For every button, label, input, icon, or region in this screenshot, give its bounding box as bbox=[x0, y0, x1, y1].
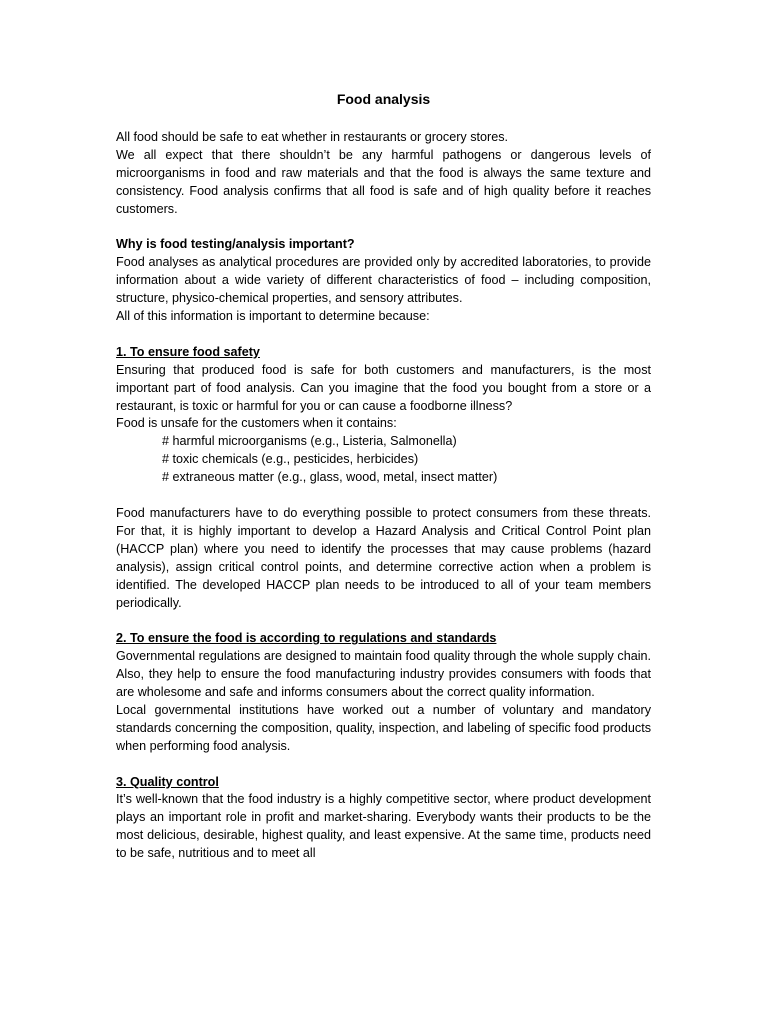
document-page bbox=[116, 0, 651, 1024]
document-body bbox=[116, 129, 651, 863]
paragraph-gap bbox=[116, 326, 651, 344]
paragraph-gap bbox=[116, 487, 651, 505]
section-1-paragraph: Ensuring that produced food is safe for both customers and manufacturers, is the most important part of food analysis. Can you imagine that the food you bought from a store or a restaurant, is toxic or harmful for you or can cause a foodborne illness? bbox=[116, 362, 651, 413]
section-1-closing-paragraph: Food manufacturers have to do everything possible to protect consumers from these threats. For that, it is highly important to develop a Hazard Analysis and Critical Control Point plan (HACCP plan) where you need to identify the processes that may cause problems (hazard analysis), assign critical control points, and determine corrective action when a problem is identified. The developed HACCP plan needs to be introduced to all of your team members periodically. bbox=[116, 505, 651, 610]
intro-paragraph: All food should be safe to eat whether in restaurants or grocery stores. bbox=[116, 130, 509, 144]
paragraph-gap bbox=[116, 219, 651, 237]
paragraph-gap bbox=[116, 612, 651, 630]
paragraph-gap bbox=[116, 756, 651, 774]
why-paragraph: All of this information is important to determine because: bbox=[116, 309, 430, 324]
document-title: Food analysis bbox=[336, 91, 431, 107]
intro-paragraph: We all expect that there shouldn’t be any harmful pathogens or dangerous levels of microorganisms in food and raw materials and that the food is always the same texture and consistency. Food analysis confirms that all food is safe and of high quality before it reaches customers. bbox=[116, 147, 651, 216]
hazard-bullet: # extraneous matter (e.g., glass, wood, metal, insect matter) bbox=[162, 470, 498, 485]
section-1-heading: 1. To ensure food safety bbox=[116, 344, 260, 359]
section-2-paragraph: Local governmental institutions have worked out a number of voluntary and mandatory standards concerning the composition, quality, inspection, and labeling of specific food products when performing food analysis. bbox=[116, 702, 651, 753]
why-heading: Why is food testing/analysis important? bbox=[116, 237, 355, 252]
section-2-heading: 2. To ensure the food is according to regulations and standards bbox=[116, 631, 497, 646]
hazard-bullet: # harmful microorganisms (e.g., Listeria, Salmonella) bbox=[162, 434, 457, 449]
section-2-paragraph: Governmental regulations are designed to maintain food quality through the whole supply chain. Also, they help to ensure the food manufacturing industry provides consumers with foods that are wholesome and safe and informs consumers about the correct quality information. bbox=[116, 649, 651, 700]
section-3-heading: 3. Quality control bbox=[116, 774, 219, 789]
why-paragraph: Food analyses as analytical procedures are provided only by accredited laboratories, to provide information about a wide variety of different characteristics of food – including composition, structure, physico-chemical properties, and sensory attributes. bbox=[116, 255, 651, 306]
section-3-paragraph: It’s well-known that the food industry is a highly competitive sector, where product development plays an important role in profit and market-sharing. Everybody wants their products to be the most delicious, desirable, highest quality, and least expensive. At the same time, products need to be safe, nutritious and to meet all bbox=[116, 792, 651, 861]
hazard-bullet: # toxic chemicals (e.g., pesticides, herbicides) bbox=[162, 452, 419, 467]
section-1-paragraph: Food is unsafe for the customers when it contains: bbox=[116, 416, 397, 431]
